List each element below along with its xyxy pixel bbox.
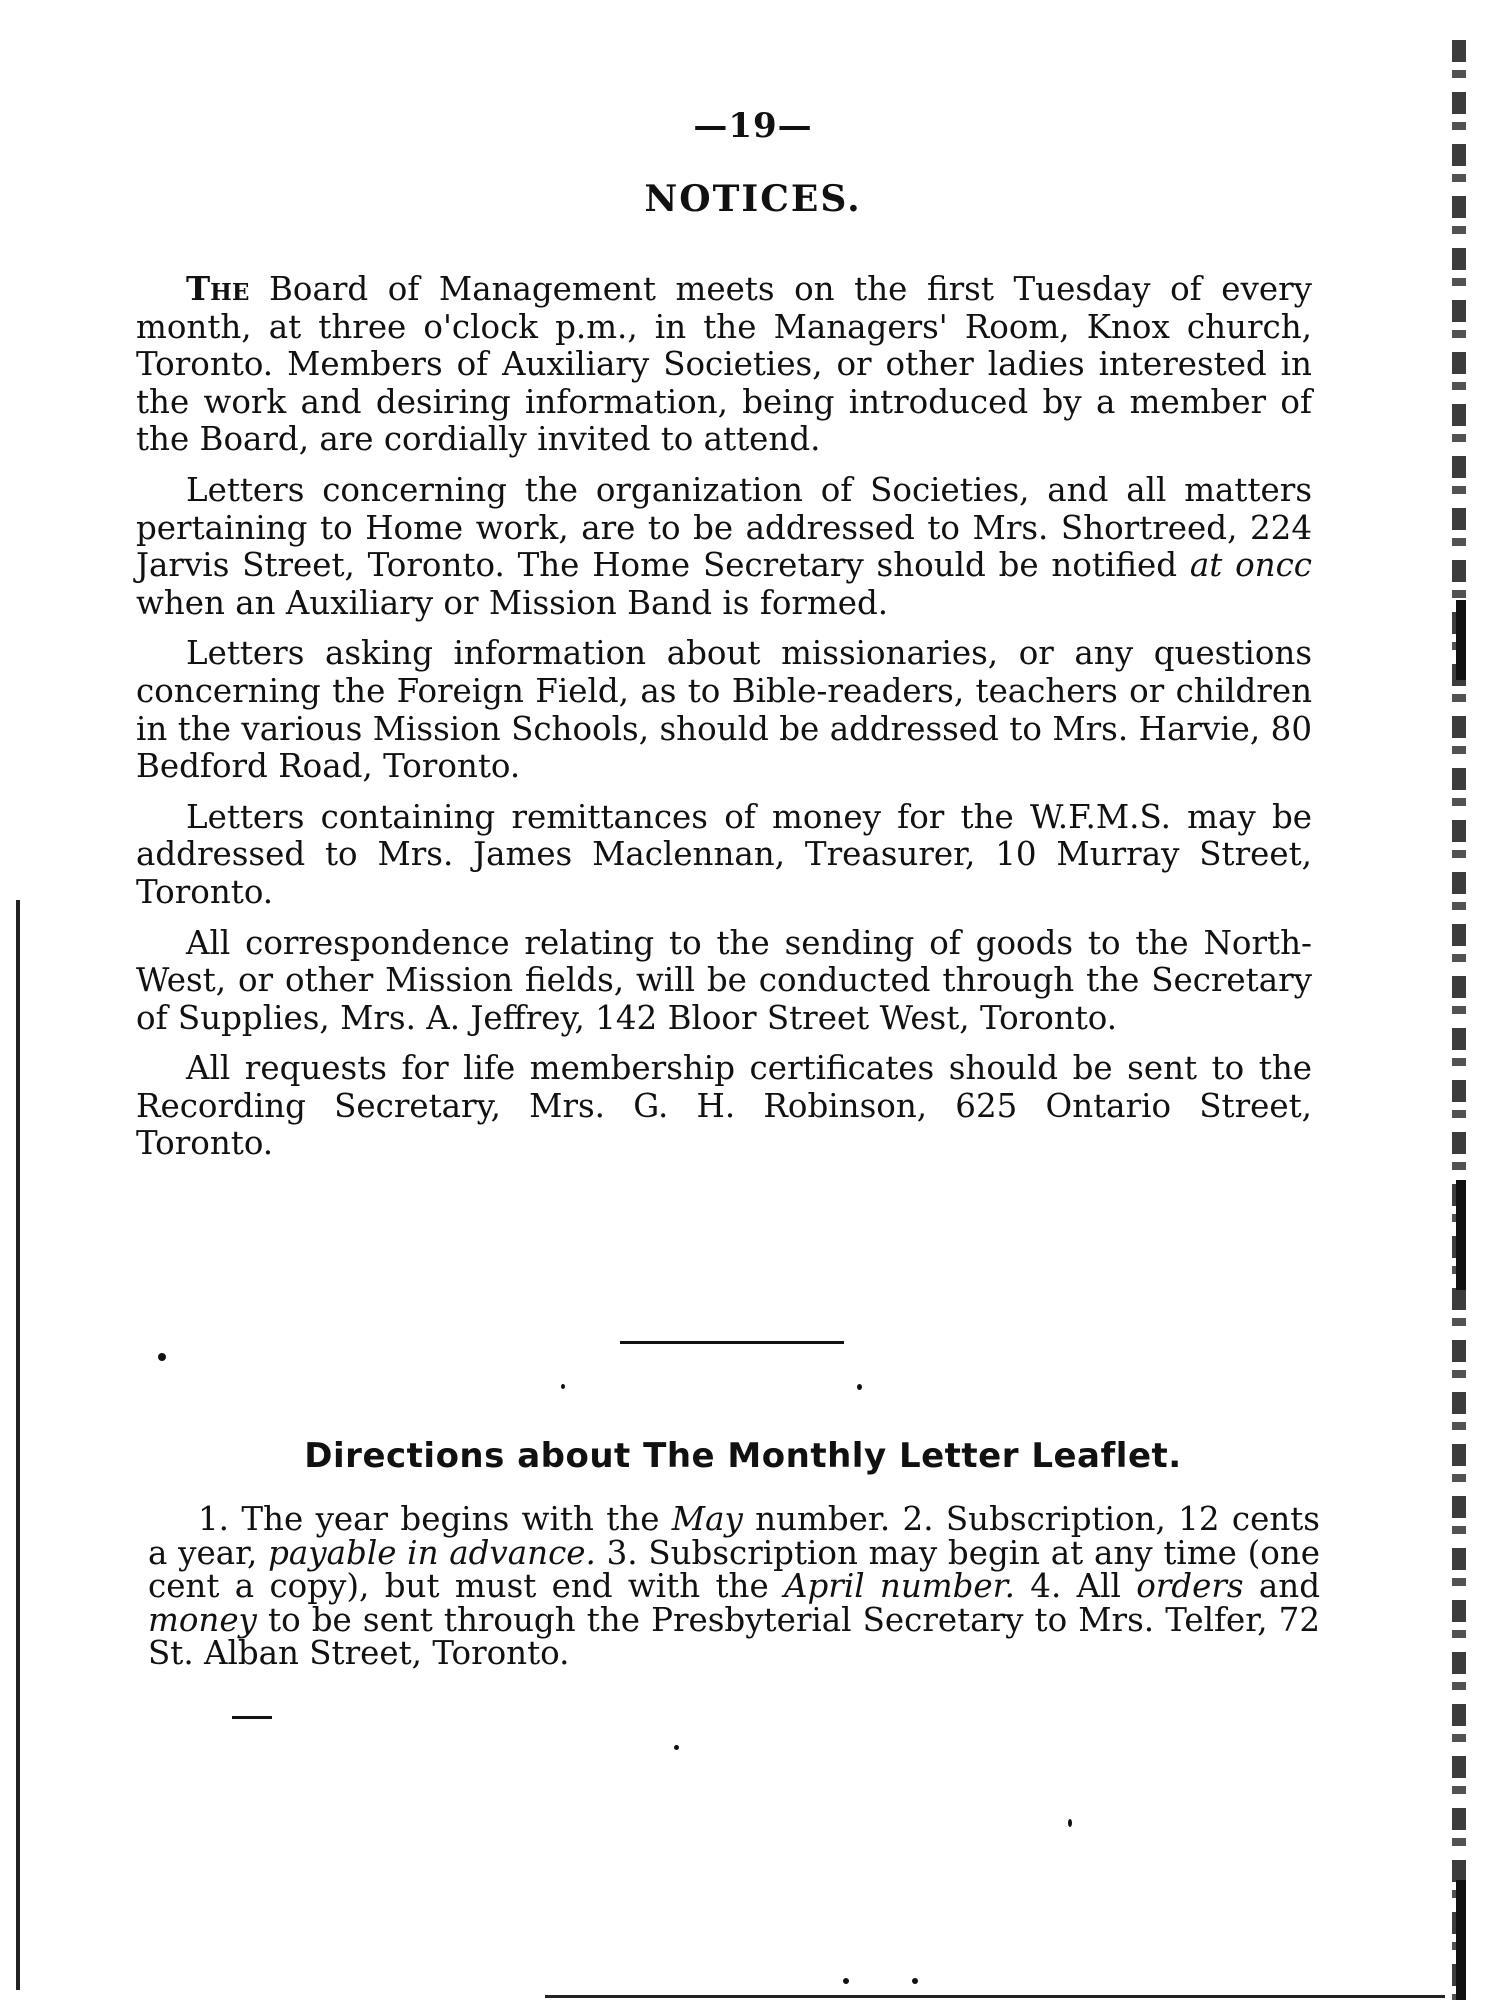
- leaflet-text: and: [1243, 1567, 1320, 1605]
- notice-paragraph: All correspondence relating to the sending of goods to the North-West, or other Mission fields, will be conducted through the Secretary of Supplies, Mrs. A. Jeffrey, 142 Bloor Street West, Toronto.: [136, 923, 1312, 1037]
- notice-text: when an Auxiliary or Mission Band is formed.: [136, 583, 889, 622]
- scan-speck: [912, 1978, 918, 1984]
- italic-text: money: [148, 1600, 257, 1639]
- scan-bottom-rule: [545, 1995, 1445, 1998]
- notice-paragraph: [136, 270, 1312, 459]
- leaflet-text: 4. All: [1014, 1567, 1137, 1605]
- section-divider: [620, 1341, 844, 1344]
- italic-text: orders: [1136, 1567, 1244, 1605]
- page-number: —19—: [693, 106, 813, 146]
- italic-text: May: [671, 1500, 743, 1538]
- scan-speck: [232, 1716, 272, 1719]
- leaflet-text: 3. Subscription may begin at any time (one cent a copy), but must end with the: [148, 1533, 1321, 1605]
- notice-paragraph: Letters asking information about missionaries, or any questions concerning the Foreign Field, as to Bible-readers, teachers or children in the various Mission Schools, should be addressed to Mrs. Harvie, 80 Bedford Road, Toronto.: [136, 634, 1312, 786]
- scan-speck: [857, 1384, 862, 1390]
- notices-section: [136, 270, 1312, 1176]
- scan-edge-mark: [1456, 600, 1466, 680]
- leaflet-heading: Directions about The Monthly Letter Leaflet.: [304, 1436, 1182, 1476]
- notice-paragraph: All requests for life membership certificates should be sent to the Recording Secretary, Mrs. G. H. Robinson, 625 Ontario Street, Toronto.: [136, 1049, 1312, 1163]
- scan-speck: [843, 1978, 849, 1984]
- leaflet-text: to be sent through the Presbyterial Secretary to Mrs. Telfer, 72 St. Alban Street, Toronto.: [148, 1600, 1320, 1672]
- leaflet-text: 1. The year begins with the: [198, 1500, 672, 1538]
- leaflet-text: number. 2. Subscription, 12 cents a year,: [148, 1500, 1320, 1572]
- notice-paragraph: [136, 472, 1312, 622]
- italic-text: payable in advance.: [268, 1533, 596, 1572]
- scan-edge-mark: [1456, 1180, 1466, 1290]
- scan-speck: [561, 1384, 565, 1389]
- leaflet-directions: [148, 1500, 1321, 1684]
- italic-text: at oncc: [1189, 546, 1313, 585]
- notice-text: Board of Management meets on the first Tuesday of every month, at three o'clock p.m., in the Managers' Room, Knox church, Toronto. Members of Auxiliary Societies, or other ladies interested in the work and desiring information, being introduced by a member of the Board, are cordially invited to attend.: [136, 270, 1312, 459]
- leaflet-paragraph: [148, 1500, 1321, 1672]
- scan-edge-mark: [1456, 1880, 1466, 2000]
- notice-text: Letters concerning the organization of Societies, and all matters pertaining to Home work, are to be addressed to Mrs. Shortreed, 224 Jarvis Street, Toronto. The Home Secretary should be notified: [136, 470, 1312, 585]
- notice-paragraph: Letters containing remittances of money for the W.F.M.S. may be addressed to Mrs. James Maclennan, Treasurer, 10 Murray Street, Toronto.: [136, 797, 1312, 911]
- scan-speck: [158, 1353, 166, 1361]
- scan-speck: [1068, 1819, 1072, 1827]
- scan-edge-left: [16, 900, 20, 1990]
- lead-word: The: [186, 269, 250, 308]
- scan-edge-right: [1452, 40, 1466, 2000]
- italic-text: April number.: [784, 1567, 1015, 1605]
- scan-speck: [674, 1745, 679, 1750]
- page-title: NOTICES.: [644, 178, 862, 220]
